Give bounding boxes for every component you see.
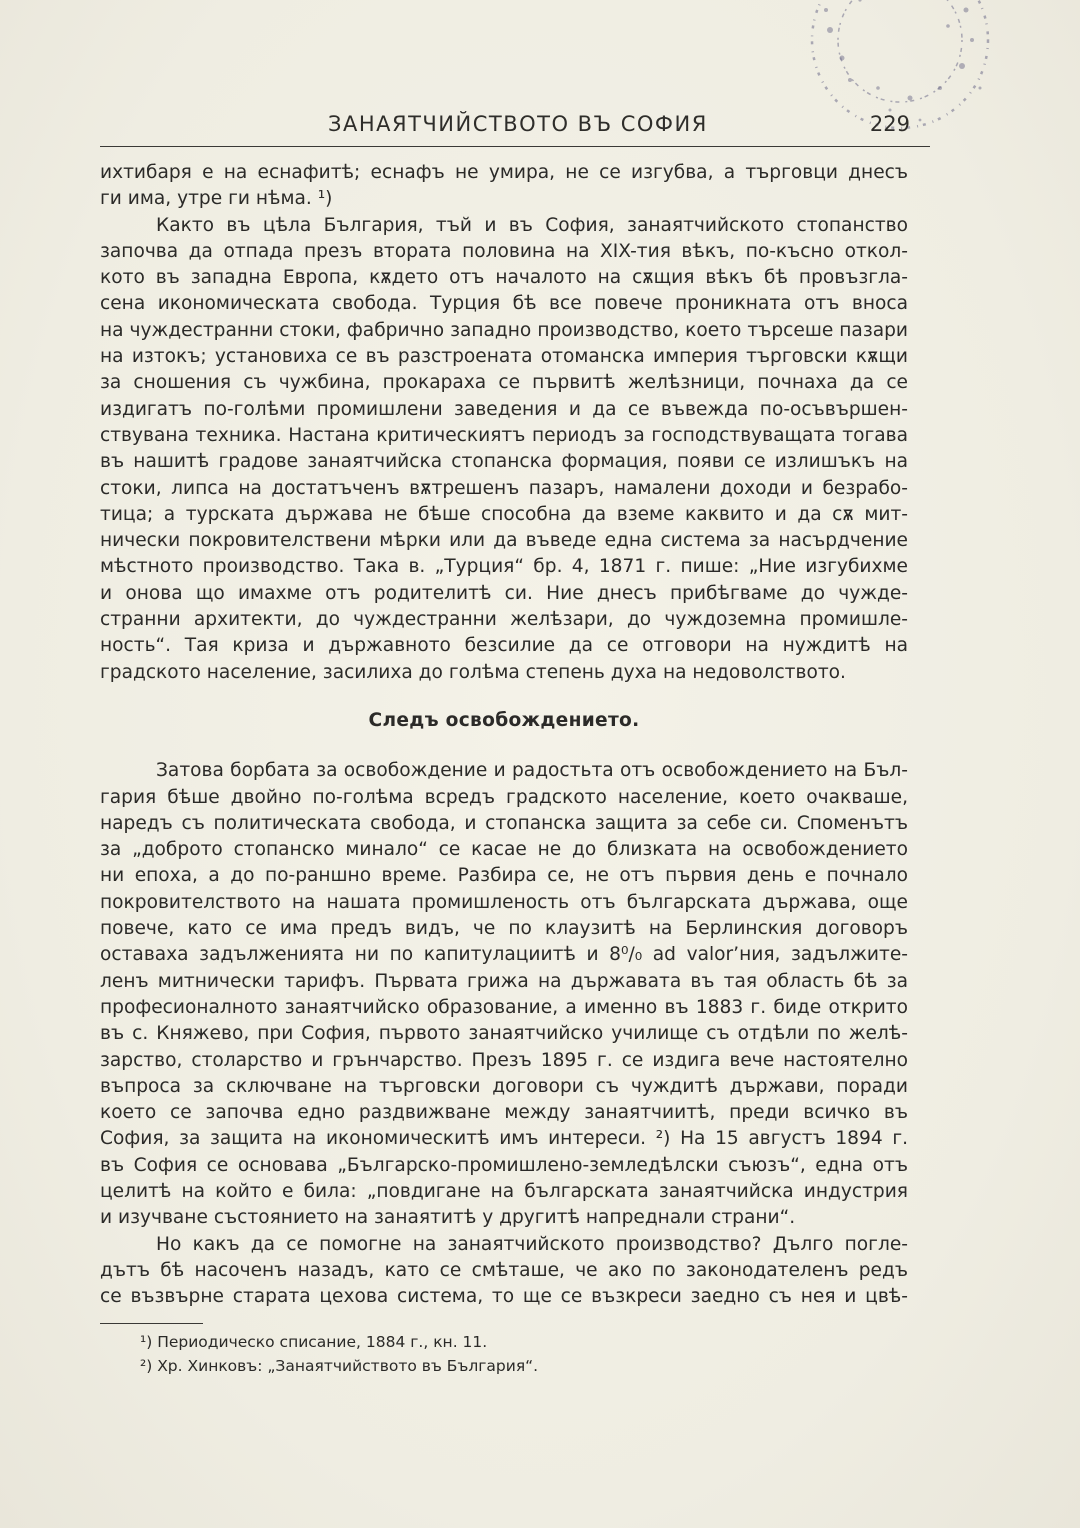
text-line: ни епоха, а до по-раншно време. Разбира се, не отъ първия день е почнало [100,865,908,887]
footnotes [140,1330,538,1378]
text-line: София, за защита на икономическитѣ имъ интереси. ²) На 15 августъ 1894 г. [100,1128,908,1150]
body-text [100,160,908,1310]
text-line: покровителството на нашата промишленость отъ българската държава, още [100,891,908,913]
text-line: зарство, столарство и грънчарство. Презъ 1895 г. се издига вече настоятелно [100,1049,908,1071]
text-line: въ с. Княжево, при София, първото занаятчийско училище съ отдѣли по желѣ- [100,1023,908,1045]
text-line: въ нашитѣ градове занаятчийска стопанска формация, появи се излишъкъ на [100,451,908,473]
page-number: 229 [869,112,910,136]
section-heading: Следъ освобождението. [368,709,640,731]
paragraphs-after-heading [100,758,908,1310]
text-line: ленъ митнически тарифъ. Първата грижа на държавата въ тая область бѣ за [100,970,908,992]
text-line: Както въ цѣла България, тъй и въ София, занаятчийското стопанство [156,214,908,236]
paragraph [100,213,908,686]
footnote: ¹) Периодическо списание, 1884 г., кн. 11. [140,1333,488,1351]
text-line: професионалното занаятчийско образование, а именно въ 1883 г. биде открито [100,996,908,1018]
text-line: въ София се основава „Българско-промишлено-земледѣлски съюзъ“, една отъ [100,1154,908,1176]
text-line: стоки, липса на достатъченъ вѫтрешенъ пазаръ, намалени доходи и безрабо- [100,477,908,499]
text-line: дътъ бѣ насоченъ назадъ, като се смѣташе, че ако по законодателенъ редъ [100,1259,908,1281]
text-line: издигатъ по-голѣми промишлени заведения и да се въвежда по-осъвършен- [100,398,908,420]
paragraph [100,160,908,213]
text-line: целитѣ на който е била: „повдигане на българската занаятчийска индустрия [100,1180,908,1202]
text-line: Затова борбата за освобождение и радостьта отъ освобождението на Бъл- [156,760,908,782]
text-line: сена икономическата свобода. Турция бѣ все повече проникната отъ вноса [100,293,908,315]
text-line: въпроса за сключване на търговски договори съ чуждитѣ държави, поради [100,1075,908,1097]
text-line: за сношения съ чужбина, прокараха се първитѣ желѣзници, почнаха да се [100,372,908,394]
paragraph [100,1232,908,1311]
running-head [100,112,930,147]
text-line: градското население, засилиха до голѣма степень духа на недоволството. [100,661,846,683]
text-line: което се започва едно раздвижване между занаятчиитѣ, преди всичко въ [100,1102,908,1124]
paragraphs-before-heading [100,160,908,686]
text-line: ность“. Тая криза и държавното безсилие да се отговори на нуждитѣ на [100,635,908,657]
paragraph [100,758,908,1231]
text-line: на изтокъ; установиха се въ разстроената отоманска империя търговски кѫщи [100,346,908,368]
text-line: кото въ западна Европа, кѫдето отъ началото на сѫщия вѣкъ бѣ провъзгла- [100,267,908,289]
text-line: наредъ съ политическата свобода, и стопанска защита за себе си. Споменътъ [100,812,908,834]
text-line: за „доброто стопанско минало“ се касае не до близката на освобождението [100,839,908,861]
text-line: се възвърне старата цехова система, то ще се възкреси заедно съ нея и цвѣ- [100,1286,908,1308]
text-line: мѣстното производство. Така в. „Турция“ бр. 4, 1871 г. пише: „Ние изгубихме [100,556,908,578]
text-line: оставаха задълженията ни по капитулациитѣ и 8⁰/₀ ad valor’ния, задължите- [100,944,908,966]
text-line: странни архитекти, до чуждестранни желѣзари, до чуждоземна промишле- [100,609,908,631]
text-line: ствувана техника. Настана критическиятъ периодъ за господствуващата тогава [100,424,908,446]
text-line: ги има, утре ги нѣма. ¹) [100,188,333,210]
text-line: и изучване състоянието на занаятитѣ у другитѣ напреднали страни“. [100,1207,796,1229]
text-line: Но какъ да се помогне на занаятчийското производство? Дълго погле- [156,1233,908,1255]
running-title: ЗАНАЯТЧИЙСТВОТО ВЪ СОФИЯ [328,112,708,136]
footnote-rule [100,1323,203,1324]
text-line: ихтибаря е на еснафитѣ; еснафъ не умира, не се изгубва, а търговци днесъ [100,162,908,183]
text-line: повече, като се има предъ видъ, че по клаузитѣ на Берлинския договоръ [100,918,908,940]
text-line: започва да отпада презъ втората половина на XIX-тия вѣкъ, по-късно откол- [100,240,908,262]
text-line: и онова що имахме отъ родителитѣ си. Ние днесъ прибѣгваме до чужде- [100,582,908,604]
text-line: гария бѣше двойно по-голѣма всредъ градското население, което очакваше, [100,786,908,808]
footnote: ²) Хр. Хинковъ: „Занаятчийството въ България“. [140,1357,539,1375]
text-line: нически покровителствени мѣрки или да въведе една система за насърдчение [100,530,908,552]
text-line: тица; а турската държава не бѣше способна да вземе каквито и да сѫ мит- [100,503,908,525]
text-line: на чуждестранни стоки, фабрично западно производство, което търсеше пазари [100,319,908,341]
